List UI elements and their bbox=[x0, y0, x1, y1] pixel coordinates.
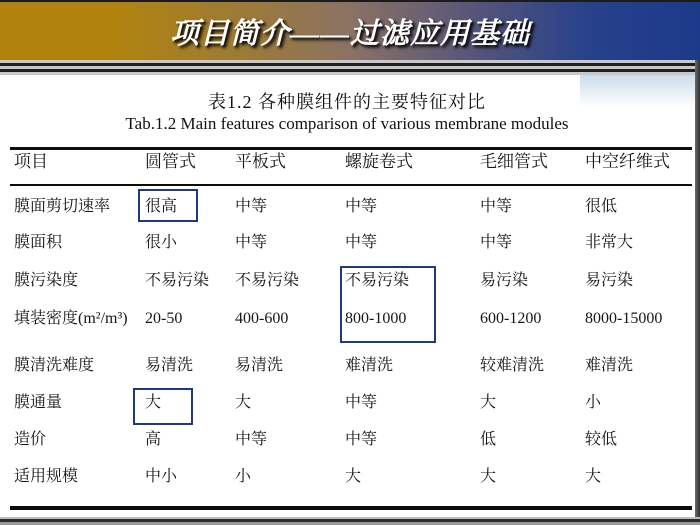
row-label-cell: 膜清洗难度 bbox=[14, 357, 95, 374]
table-cell: 中等 bbox=[480, 234, 513, 251]
table-cell: 难清洗 bbox=[345, 357, 394, 374]
row-label-cell: 膜面剪切速率 bbox=[14, 198, 111, 215]
table-cell: 中等 bbox=[235, 431, 268, 448]
header-cell: 毛细管式 bbox=[480, 152, 548, 171]
table-cell: 低 bbox=[480, 431, 497, 448]
table-bottom-rule bbox=[10, 506, 692, 510]
row-label-cell: 膜面积 bbox=[14, 234, 63, 251]
table-cell: 高 bbox=[145, 431, 162, 448]
table-caption-chinese: 表1.2 各种膜组件的主要特征对比 bbox=[208, 92, 486, 112]
table-header-rule bbox=[10, 184, 692, 186]
highlight-box bbox=[340, 266, 436, 343]
table-cell: 800-1000 bbox=[345, 310, 407, 327]
table-cell: 8000-15000 bbox=[585, 310, 663, 327]
header-cell: 螺旋卷式 bbox=[345, 152, 413, 171]
table-cell: 小 bbox=[235, 468, 252, 485]
table-cell: 20-50 bbox=[145, 310, 183, 327]
comparison-table bbox=[10, 0, 692, 525]
table-cell: 中等 bbox=[235, 198, 268, 215]
table-cell: 易清洗 bbox=[235, 357, 284, 374]
table-cell: 中等 bbox=[235, 234, 268, 251]
table-cell: 较低 bbox=[585, 431, 618, 448]
header-cell: 平板式 bbox=[235, 152, 286, 171]
table-cell: 600-1200 bbox=[480, 310, 542, 327]
row-label-cell: 造价 bbox=[14, 431, 47, 448]
table-cell: 不易污染 bbox=[345, 272, 410, 289]
header-cell: 项目 bbox=[14, 152, 48, 171]
table-cell: 难清洗 bbox=[585, 357, 634, 374]
table-cell: 中等 bbox=[345, 394, 378, 411]
row-label-cell: 填装密度(m²/m³) bbox=[14, 310, 128, 327]
row-label-cell: 膜通量 bbox=[14, 394, 63, 411]
table-cell: 不易污染 bbox=[145, 272, 210, 289]
table-cell: 中等 bbox=[480, 198, 513, 215]
table-cell: 很高 bbox=[145, 198, 178, 215]
table-cell: 中等 bbox=[345, 431, 378, 448]
table-cell: 中等 bbox=[345, 234, 378, 251]
slide-title: 项目简介——过滤应用基础 bbox=[169, 17, 530, 50]
table-cell: 易污染 bbox=[585, 272, 634, 289]
table-cell: 大 bbox=[145, 394, 162, 411]
table-cell: 400-600 bbox=[235, 310, 289, 327]
header-cell: 中空纤维式 bbox=[585, 152, 670, 171]
table-cell: 大 bbox=[585, 468, 602, 485]
table-cell: 非常大 bbox=[585, 234, 634, 251]
table-cell: 中小 bbox=[145, 468, 178, 485]
table-cell: 较难清洗 bbox=[480, 357, 545, 374]
table-caption-english: Tab.1.2 Main features comparison of various membrane modules bbox=[125, 114, 569, 133]
highlight-box bbox=[133, 388, 193, 425]
table-cell: 大 bbox=[480, 394, 497, 411]
table-cell: 很小 bbox=[145, 234, 178, 251]
table-cell: 大 bbox=[345, 468, 362, 485]
table-cell: 小 bbox=[585, 394, 602, 411]
table-cell: 易污染 bbox=[480, 272, 529, 289]
table-cell: 很低 bbox=[585, 198, 618, 215]
table-top-rule bbox=[10, 147, 692, 150]
row-label-cell: 适用规模 bbox=[14, 468, 79, 485]
table-cell: 中等 bbox=[345, 198, 378, 215]
row-label-cell: 膜污染度 bbox=[14, 272, 79, 289]
stripe-divider-bottom bbox=[0, 517, 700, 525]
table-cell: 不易污染 bbox=[235, 272, 300, 289]
table-cell: 大 bbox=[480, 468, 497, 485]
right-edge-strip bbox=[695, 60, 700, 525]
table-cell: 易清洗 bbox=[145, 357, 194, 374]
table-cell: 大 bbox=[235, 394, 252, 411]
highlight-box bbox=[138, 189, 198, 222]
header-cell: 圆管式 bbox=[145, 152, 196, 171]
